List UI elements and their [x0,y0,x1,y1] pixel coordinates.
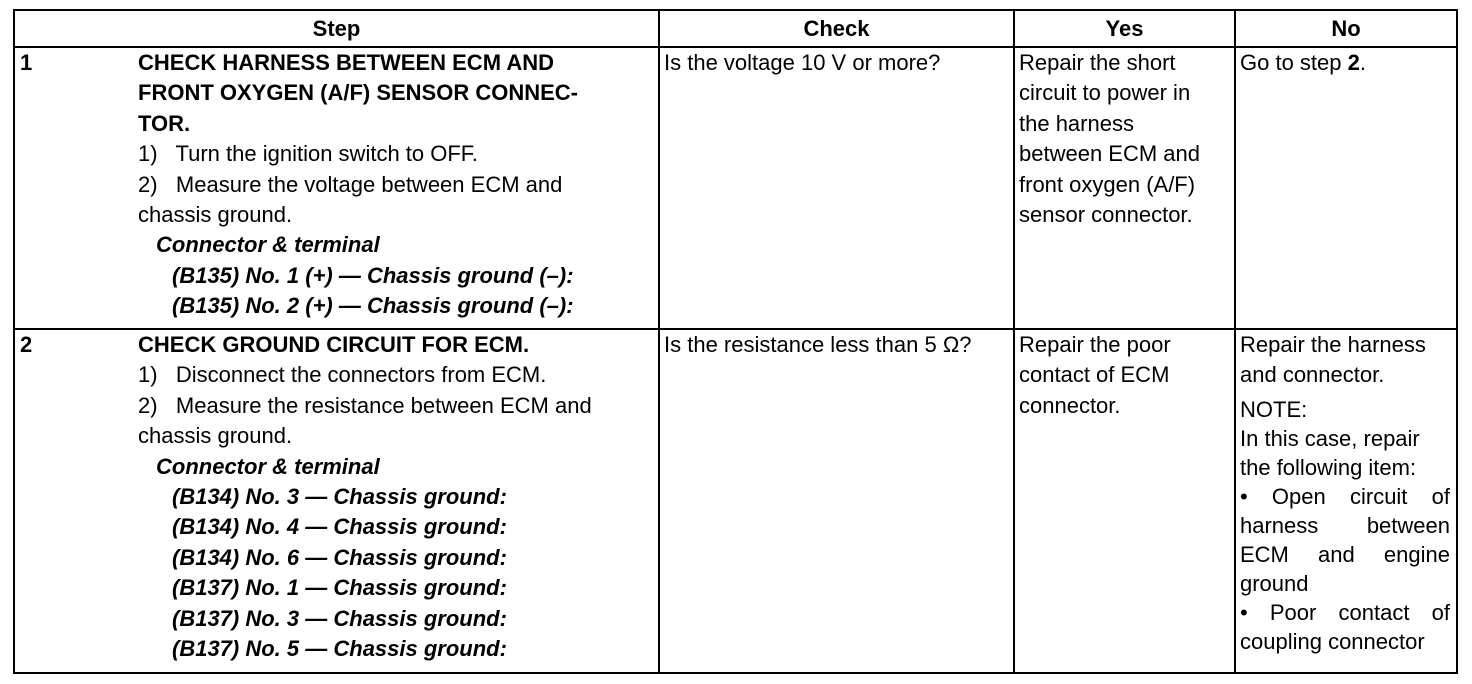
table-row [14,47,1457,329]
note-line: harness between [1240,512,1450,538]
no-repair-line: and connector. [1240,362,1385,388]
note-line: the following item: [1240,454,1417,480]
check-cell: Is the voltage 10 V or more? [659,47,1014,329]
connector-label: Connector & terminal [156,232,380,258]
header-check: Check [659,10,1014,47]
yes-cell [1014,47,1235,329]
no-cell [1235,47,1457,329]
note-label: NOTE: [1240,396,1308,422]
terminal-spec: (B134) No. 3 — Chassis ground: [172,484,507,510]
yes-line: contact of ECM [1019,362,1170,388]
diagnostic-procedure-table [13,9,1458,674]
note-line: ECM and engine [1240,541,1450,567]
step-instruction: 1) Turn the ignition switch to OFF. [138,141,478,167]
step-instruction: 2) Measure the voltage between ECM and [138,171,563,197]
step-instruction: chassis ground. [138,423,293,449]
note-line: ground [1240,570,1309,596]
step-title-line: TOR. [138,110,191,136]
step-title-line: CHECK GROUND CIRCUIT FOR ECM. [138,332,530,357]
yes-cell [1014,329,1235,673]
terminal-spec: (B135) No. 1 (+) — Chassis ground (–): [172,262,574,288]
yes-line: the harness [1019,110,1134,136]
note-line: In this case, repair [1240,425,1420,451]
note-line: • Poor contact of [1240,599,1450,625]
terminal-spec: (B135) No. 2 (+) — Chassis ground (–): [172,293,574,319]
no-cell [1235,329,1457,673]
step-cell [14,47,659,329]
check-cell: Is the resistance less than 5 Ω? [659,329,1014,673]
step-body [138,330,658,664]
yes-line: Repair the short [1019,50,1176,75]
terminal-spec: (B137) No. 3 — Chassis ground: [172,605,507,631]
terminal-spec: (B134) No. 6 — Chassis ground: [172,544,507,570]
no-text: Go to step [1240,50,1348,75]
header-yes: Yes [1014,10,1235,47]
note-line: coupling connector [1240,628,1425,654]
step-title-line: FRONT OXYGEN (A/F) SENSOR CONNEC- [138,80,579,106]
no-text-suffix: . [1359,50,1366,75]
no-step-link: 2 [1347,50,1360,75]
yes-line: between ECM and [1019,141,1200,167]
header-row [14,10,1457,47]
header-no: No [1235,10,1457,47]
note-line: • Open circuit of [1240,483,1450,509]
step-instruction: 1) Disconnect the connectors from ECM. [138,362,547,388]
step-number: 2 [20,332,33,357]
yes-line: front oxygen (A/F) [1019,171,1196,197]
step-title-line: CHECK HARNESS BETWEEN ECM AND [138,50,554,75]
yes-line: circuit to power in [1019,80,1191,106]
terminal-spec: (B137) No. 5 — Chassis ground: [172,636,507,662]
yes-line: sensor connector. [1019,202,1193,228]
header-step: Step [14,10,659,47]
step-cell [14,329,659,673]
step-body [138,48,658,322]
step-number: 1 [20,50,33,75]
step-instruction: chassis ground. [138,202,293,228]
terminal-spec: (B134) No. 4 — Chassis ground: [172,514,507,540]
step-instruction: 2) Measure the resistance between ECM and [138,392,592,418]
table-row [14,329,1457,673]
terminal-spec: (B137) No. 1 — Chassis ground: [172,575,507,601]
yes-line: connector. [1019,392,1121,418]
no-repair-line: Repair the harness [1240,332,1426,357]
connector-label: Connector & terminal [156,453,380,479]
yes-line: Repair the poor [1019,332,1171,357]
